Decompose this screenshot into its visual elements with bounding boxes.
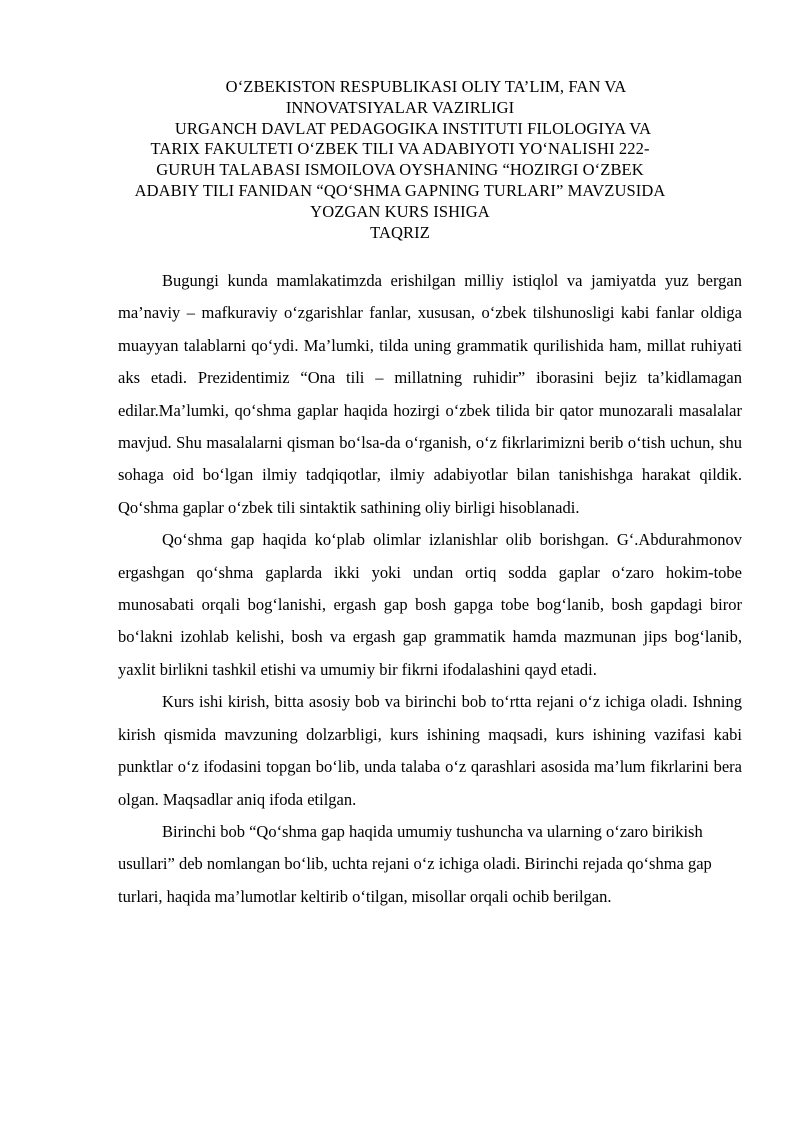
paragraph-first-chapter: Birinchi bob “Qo‘shma gap haqida umumiy tushuncha va ularning o‘zaro birikish usullari” deb nomlangan bo‘lib, uchta rejani o‘z ichiga oladi. Birinchi rejada qo‘shma gap turlari, haqida ma’lumotlar keltirib o‘tilgan, misollar orqali ochib berilgan.: [118, 821, 712, 906]
paragraph-structure: Kurs ishi kirish, bitta asosiy bob va birinchi bob to‘rtta rejani o‘z ichiga oladi. Ishning kirish qismida mavzuning dolzarbligi, kurs ishining maqsadi, kurs ishining vazifasi kabi punktlar o‘z ifodasini topgan bo‘lib, unda talaba o‘z qarashlari asosida ma’lum fikrlarini bera olgan. Maqsadlar aniq ifoda etilgan.: [118, 692, 742, 809]
header-line-faculty: TARIX FAKULTETI O‘ZBEK TILI VA ADABIYOTI YO‘NALISHI 222-: [150, 139, 650, 159]
document-title: TAQRIZ: [370, 222, 430, 242]
header-line-subject: ADABIY TILI FANIDAN “QO‘SHMA GAPNING TURLARI” MAVZUSIDA: [134, 180, 666, 200]
document-header: [100, 77, 700, 243]
paragraph-scholars: Qo‘shma gap haqida ko‘plab olimlar izlanishlar olib borishgan. G‘.Abdurahmonov ergashgan qo‘shma gaplarda ikki yoki undan ortiq sodda gaplar o‘zaro hokim-tobe munosabati orqali bog‘lanishi, ergash gap bosh gapga tobe bog‘lanib, bosh gapdagi biror bo‘lakni izohlab kelishi, bosh va ergash gap grammatik hamda mazmunan jips bog‘lanib, yaxlit birlikni tashkil etishi va umumiy bir fikrni ifodalashini qayd etadi.: [118, 530, 742, 679]
document-body: [118, 265, 742, 913]
header-line-ministry: O‘ZBEKISTON RESPUBLIKASI OLIY TA’LIM, FAN VA: [225, 77, 627, 96]
header-line-ministry-cont: INNOVATSIYALAR VAZIRLIGI: [285, 97, 515, 117]
header-line-course-work: YOZGAN KURS ISHIGA: [310, 201, 490, 221]
header-line-student: GURUH TALABASI ISMOILOVA OYSHANING “HOZIRGI O‘ZBEK: [156, 160, 644, 180]
header-line-institute: URGANCH DAVLAT PEDAGOGIKA INSTITUTI FILOLOGIYA VA: [174, 118, 652, 138]
paragraph-intro: Bugungi kunda mamlakatimzda erishilgan milliy istiqlol va jamiyatda yuz bergan ma’naviy – mafkuraviy o‘zgarishlar fanlar, xususan, o‘zbek tilshunosligi kabi fanlar oldiga muayyan talablarni qo‘ydi. Ma’lumki, tilda uning grammatik qurilishida ham, millat ruhiyati aks etadi. Prezidentimiz “Ona tili – millatning ruhidir” iborasini bejiz ta’kidlamagan edilar.Ma’lumki, qo‘shma gaplar haqida hozirgi o‘zbek tilida bir qator munozarali masalalar mavjud. Shu masalalarni qisman bo‘lsa-da o‘rganish, o‘z fikrlarimizni berib o‘tish uchun, shu sohaga oid bo‘lgan ilmiy tadqiqotlar, ilmiy adabiyotlar bilan tanishishga harakat qildik. Qo‘shma gaplar o‘zbek tili sintaktik sathining oliy birligi hisoblanadi.: [118, 271, 742, 517]
